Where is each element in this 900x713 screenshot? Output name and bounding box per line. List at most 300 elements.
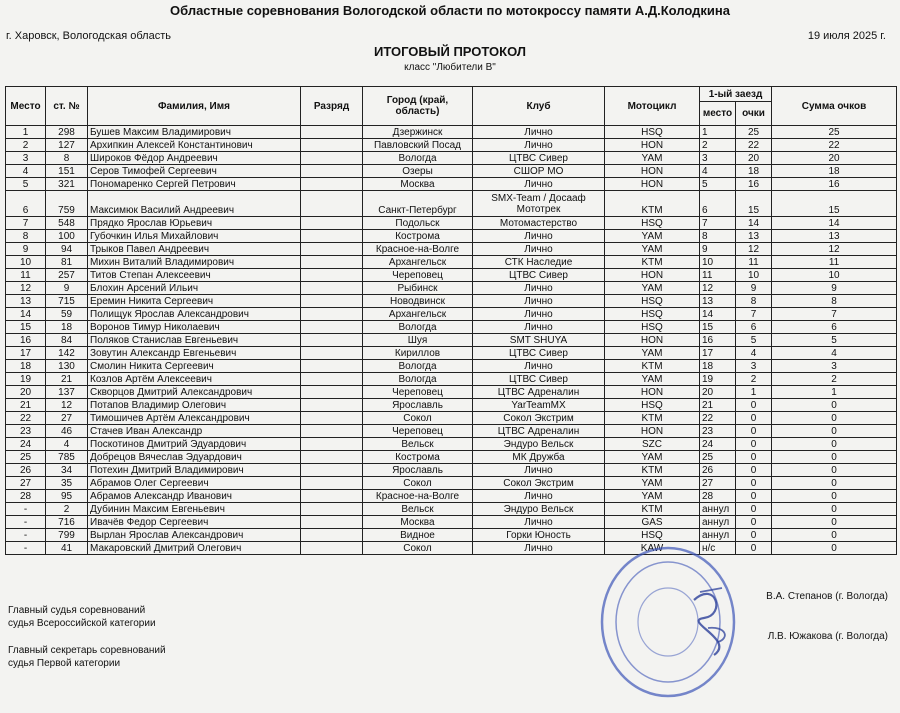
row-moto: YAM [605,373,700,386]
row-place: 25 [6,451,46,464]
row-city: Ярославль [363,399,473,412]
table-row [6,178,897,191]
row-club: Лично [473,490,605,503]
row-heat-points: 9 [736,282,772,295]
row-total: 13 [772,230,897,243]
row-moto: HSQ [605,295,700,308]
secretary-name: Л.В. Южакова (г. Вологда) [767,631,888,642]
row-name: Макаровский Дмитрий Олегович [88,542,301,555]
row-club: Лично [473,360,605,373]
row-name: Поскотинов Дмитрий Эдуардович [88,438,301,451]
row-city: Санкт-Петербург [363,191,473,217]
table-row [6,165,897,178]
row-number: 298 [46,126,88,139]
row-heat-points: 0 [736,490,772,503]
row-place: 1 [6,126,46,139]
row-total: 0 [772,451,897,464]
table-row [6,269,897,282]
row-club: Лично [473,516,605,529]
row-total: 8 [772,295,897,308]
row-rank [301,191,363,217]
row-city: Вельск [363,503,473,516]
row-heat-place: аннул [700,529,736,542]
row-rank [301,256,363,269]
row-rank [301,139,363,152]
row-heat-points: 12 [736,243,772,256]
table-row [6,256,897,269]
row-place: 11 [6,269,46,282]
row-rank [301,464,363,477]
row-rank [301,126,363,139]
row-city: Видное [363,529,473,542]
row-place: 13 [6,295,46,308]
row-number: 548 [46,217,88,230]
row-city: Череповец [363,386,473,399]
row-name: Смолин Никита Сергеевич [88,360,301,373]
row-name: Козлов Артём Алексеевич [88,373,301,386]
row-total: 14 [772,217,897,230]
row-rank [301,308,363,321]
row-place: - [6,516,46,529]
row-city: Череповец [363,425,473,438]
row-heat-points: 2 [736,373,772,386]
row-number: 18 [46,321,88,334]
row-rank [301,438,363,451]
row-total: 0 [772,399,897,412]
row-heat-place: 6 [700,191,736,217]
row-club: Лично [473,295,605,308]
row-club: Лично [473,178,605,191]
row-club: Лично [473,126,605,139]
row-name: Ивачёв Федор Сергеевич [88,516,301,529]
row-moto: KTM [605,256,700,269]
row-total: 1 [772,386,897,399]
row-place: 8 [6,230,46,243]
table-row [6,191,897,217]
row-heat-place: н/с [700,542,736,555]
table-row [6,373,897,386]
row-city: Архангельск [363,308,473,321]
row-moto: HON [605,334,700,347]
row-number: 21 [46,373,88,386]
row-place: 22 [6,412,46,425]
row-name: Скворцов Дмитрий Александрович [88,386,301,399]
row-moto: KTM [605,412,700,425]
row-city: Сокол [363,412,473,425]
row-number: 34 [46,464,88,477]
row-place: 10 [6,256,46,269]
col-number: ст. № [46,87,88,126]
row-rank [301,282,363,295]
row-place: 3 [6,152,46,165]
row-heat-points: 4 [736,347,772,360]
row-rank [301,217,363,230]
row-name: Широков Фёдор Андреевич [88,152,301,165]
row-total: 3 [772,360,897,373]
row-moto: YAM [605,451,700,464]
row-city: Ярославль [363,464,473,477]
row-name: Дубинин Максим Евгеньевич [88,503,301,516]
row-heat-points: 0 [736,451,772,464]
row-city: Вологда [363,321,473,334]
row-heat-points: 6 [736,321,772,334]
row-heat-place: 3 [700,152,736,165]
row-heat-place: 21 [700,399,736,412]
row-place: 16 [6,334,46,347]
row-rank [301,477,363,490]
row-total: 9 [772,282,897,295]
row-number: 59 [46,308,88,321]
row-rank [301,230,363,243]
row-heat-points: 20 [736,152,772,165]
row-name: Максимюк Василий Андреевич [88,191,301,217]
row-place: - [6,529,46,542]
row-name: Стачев Иван Александр [88,425,301,438]
row-number: 9 [46,282,88,295]
row-number: 799 [46,529,88,542]
row-moto: SZC [605,438,700,451]
row-club: СТК Наследие [473,256,605,269]
row-total: 0 [772,425,897,438]
row-heat-points: 0 [736,412,772,425]
row-club: Мотомастерство [473,217,605,230]
row-heat-points: 10 [736,269,772,282]
row-moto: GAS [605,516,700,529]
row-city: Рыбинск [363,282,473,295]
table-row [6,217,897,230]
row-moto: YAM [605,347,700,360]
table-row [6,126,897,139]
results-table [5,86,897,555]
row-moto: HON [605,165,700,178]
stamp-seal [596,540,746,700]
row-heat-points: 18 [736,165,772,178]
row-moto: YAM [605,152,700,165]
table-row [6,412,897,425]
row-city: Вельск [363,438,473,451]
table-row [6,308,897,321]
table-row [6,243,897,256]
row-moto: KTM [605,503,700,516]
row-place: 20 [6,386,46,399]
row-city: Красное-на-Волге [363,243,473,256]
col-club: Клуб [473,87,605,126]
row-moto: HSQ [605,529,700,542]
secretary-title [8,644,166,670]
row-name: Потехин Дмитрий Владимирович [88,464,301,477]
row-name: Серов Тимофей Сергеевич [88,165,301,178]
row-total: 0 [772,412,897,425]
row-heat-place: 12 [700,282,736,295]
row-city: Кострома [363,451,473,464]
row-heat-place: 2 [700,139,736,152]
row-club: Лично [473,464,605,477]
row-city: Красное-на-Волге [363,490,473,503]
row-heat-points: 0 [736,399,772,412]
row-rank [301,373,363,386]
row-total: 20 [772,152,897,165]
row-moto: KTM [605,191,700,217]
table-row [6,230,897,243]
row-place: 5 [6,178,46,191]
table-row [6,139,897,152]
row-moto: YAM [605,282,700,295]
row-total: 0 [772,464,897,477]
judge-line2: судья Всероссийской категории [8,618,156,629]
row-city: Кострома [363,230,473,243]
row-moto: HSQ [605,217,700,230]
row-place: 17 [6,347,46,360]
row-name: Абрамов Олег Сергеевич [88,477,301,490]
row-rank [301,334,363,347]
judge-line1: Главный судья соревнований [8,605,146,616]
row-rank [301,295,363,308]
row-heat-place: 8 [700,230,736,243]
row-total: 16 [772,178,897,191]
row-name: Вырлан Ярослав Александрович [88,529,301,542]
row-moto: YAM [605,243,700,256]
row-heat-points: 0 [736,503,772,516]
row-total: 0 [772,503,897,516]
row-club: ЦТВС Адреналин [473,386,605,399]
row-place: 28 [6,490,46,503]
row-club: МК Дружба [473,451,605,464]
col-rank: Разряд [301,87,363,126]
row-total: 12 [772,243,897,256]
row-name: Блохин Арсений Ильич [88,282,301,295]
row-place: 14 [6,308,46,321]
table-row [6,334,897,347]
row-heat-place: 18 [700,360,736,373]
row-total: 18 [772,165,897,178]
row-heat-place: 28 [700,490,736,503]
row-heat-place: 14 [700,308,736,321]
row-number: 759 [46,191,88,217]
row-place: 21 [6,399,46,412]
row-rank [301,386,363,399]
event-date: 19 июля 2025 г. [807,30,886,42]
secretary-line1: Главный секретарь соревнований [8,645,166,656]
row-number: 716 [46,516,88,529]
row-number: 321 [46,178,88,191]
row-heat-points: 0 [736,529,772,542]
col-heat-points: очки [736,102,772,126]
row-moto: KAW [605,542,700,555]
row-city: Архангельск [363,256,473,269]
row-city: Шуя [363,334,473,347]
row-place: 6 [6,191,46,217]
row-name: Трыков Павел Андреевич [88,243,301,256]
class-label: класс "Любители В" [404,62,496,73]
row-club: СШОР МО [473,165,605,178]
row-heat-points: 0 [736,516,772,529]
row-heat-place: 5 [700,178,736,191]
row-total: 0 [772,542,897,555]
row-moto: KTM [605,464,700,477]
row-place: 4 [6,165,46,178]
row-total: 7 [772,308,897,321]
table-row [6,516,897,529]
row-number: 12 [46,399,88,412]
row-total: 10 [772,269,897,282]
table-row [6,477,897,490]
row-heat-place: 16 [700,334,736,347]
row-city: Озеры [363,165,473,178]
row-heat-points: 1 [736,386,772,399]
row-place: 19 [6,373,46,386]
row-heat-place: 22 [700,412,736,425]
row-rank [301,165,363,178]
row-city: Дзержинск [363,126,473,139]
row-place: 18 [6,360,46,373]
row-total: 15 [772,191,897,217]
row-club: Лично [473,139,605,152]
row-name: Пономаренко Сергей Петрович [88,178,301,191]
row-city: Москва [363,178,473,191]
row-rank [301,321,363,334]
protocol-title: ИТОГОВЫЙ ПРОТОКОЛ [374,44,526,59]
table-row [6,451,897,464]
row-city: Павловский Посад [363,139,473,152]
row-rank [301,516,363,529]
row-number: 94 [46,243,88,256]
row-place: 12 [6,282,46,295]
row-place: 27 [6,477,46,490]
row-heat-points: 0 [736,438,772,451]
row-total: 2 [772,373,897,386]
row-club: Лично [473,230,605,243]
row-number: 8 [46,152,88,165]
row-city: Вологда [363,152,473,165]
row-total: 4 [772,347,897,360]
table-row [6,490,897,503]
event-city: г. Харовск, Вологодская область [6,30,171,42]
table-row [6,152,897,165]
row-rank [301,529,363,542]
row-city: Новодвинск [363,295,473,308]
row-club: Сокол Экстрим [473,412,605,425]
row-city: Подольск [363,217,473,230]
row-total: 0 [772,477,897,490]
row-heat-place: аннул [700,503,736,516]
row-heat-place: 24 [700,438,736,451]
table-row [6,360,897,373]
row-heat-place: 10 [700,256,736,269]
row-number: 2 [46,503,88,516]
row-number: 151 [46,165,88,178]
row-number: 715 [46,295,88,308]
row-heat-place: 13 [700,295,736,308]
row-city: Череповец [363,269,473,282]
row-number: 46 [46,425,88,438]
row-heat-place: 26 [700,464,736,477]
row-heat-place: 20 [700,386,736,399]
row-club: ЦТВС Адреналин [473,425,605,438]
table-row [6,399,897,412]
row-name: Добрецов Вячеслав Эдуардович [88,451,301,464]
table-row [6,386,897,399]
row-club: ЦТВС Сивер [473,347,605,360]
row-moto: HSQ [605,399,700,412]
row-city: Кириллов [363,347,473,360]
row-heat-place: 15 [700,321,736,334]
row-heat-place: 23 [700,425,736,438]
row-heat-place: 17 [700,347,736,360]
row-number: 35 [46,477,88,490]
col-heat: 1-ый заезд [700,87,772,102]
row-heat-points: 14 [736,217,772,230]
row-number: 130 [46,360,88,373]
row-club: ЦТВС Сивер [473,269,605,282]
row-heat-place: 9 [700,243,736,256]
row-place: 23 [6,425,46,438]
row-number: 142 [46,347,88,360]
row-number: 4 [46,438,88,451]
row-name: Тимошичев Артём Александрович [88,412,301,425]
row-rank [301,542,363,555]
row-name: Губочкин Илья Михайлович [88,230,301,243]
row-city: Вологда [363,360,473,373]
row-club: SMT SHUYA [473,334,605,347]
row-heat-place: 25 [700,451,736,464]
row-rank [301,178,363,191]
row-heat-points: 0 [736,425,772,438]
row-place: - [6,542,46,555]
row-rank [301,490,363,503]
row-total: 0 [772,529,897,542]
row-name: Михин Виталий Владимирович [88,256,301,269]
secretary-line2: судья Первой категории [8,658,121,669]
row-heat-points: 16 [736,178,772,191]
row-heat-place: 19 [700,373,736,386]
row-heat-points: 0 [736,542,772,555]
col-name: Фамилия, Имя [88,87,301,126]
row-name: Воронов Тимур Николаевич [88,321,301,334]
row-club: ЦТВС Сивер [473,373,605,386]
row-place: 2 [6,139,46,152]
row-moto: HSQ [605,308,700,321]
row-club: Лично [473,321,605,334]
row-heat-points: 25 [736,126,772,139]
row-club: Эндуро Вельск [473,438,605,451]
row-club: Горки Юность [473,529,605,542]
row-name: Бушев Максим Владимирович [88,126,301,139]
row-heat-points: 0 [736,464,772,477]
table-row [6,529,897,542]
row-number: 81 [46,256,88,269]
row-heat-points: 0 [736,477,772,490]
row-name: Еремин Никита Сергеевич [88,295,301,308]
row-name: Поляков Станислав Евгеньевич [88,334,301,347]
table-row [6,282,897,295]
row-rank [301,269,363,282]
table-row [6,425,897,438]
table-row [6,464,897,477]
row-total: 0 [772,438,897,451]
row-rank [301,503,363,516]
row-total: 6 [772,321,897,334]
row-number: 95 [46,490,88,503]
row-club: Лично [473,243,605,256]
row-name: Полищук Ярослав Александрович [88,308,301,321]
row-heat-points: 11 [736,256,772,269]
row-place: - [6,503,46,516]
row-club: Лично [473,282,605,295]
row-rank [301,412,363,425]
row-total: 0 [772,516,897,529]
row-city: Вологда [363,373,473,386]
row-heat-points: 3 [736,360,772,373]
